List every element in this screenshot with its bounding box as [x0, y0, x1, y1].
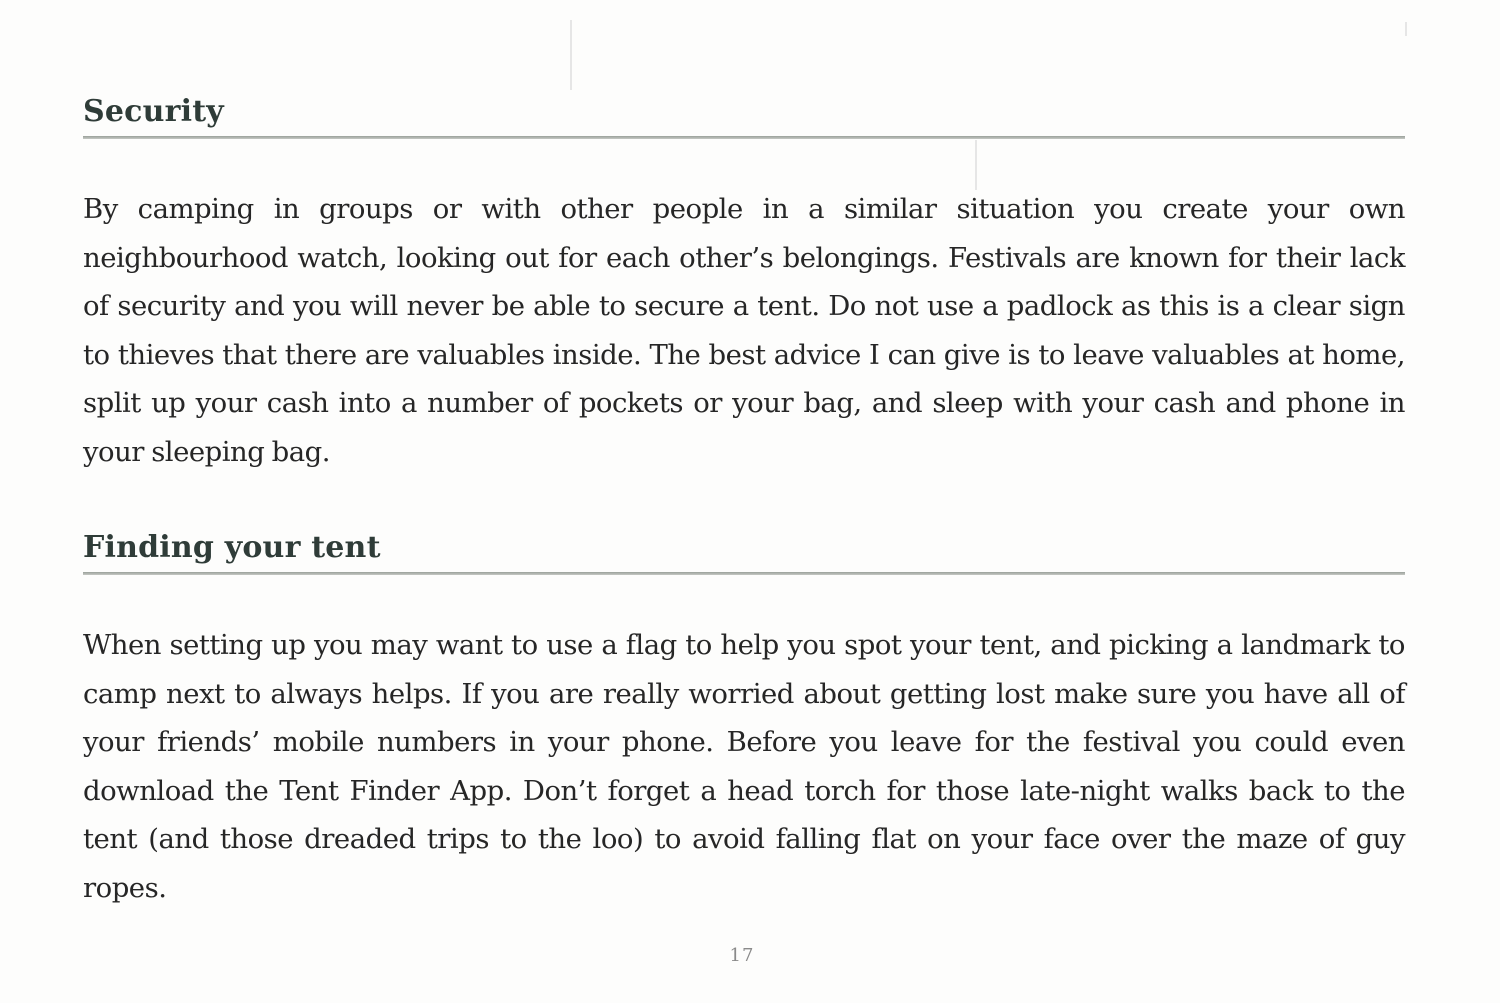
page-number: 17 — [729, 945, 755, 966]
heading-rule — [83, 572, 1405, 575]
section-heading: Finding your tent — [83, 530, 381, 565]
section-body: When setting up you may want to use a flag to help you spot your tent, and picking a landmark to camp next to always helps. If you are really worried about getting lost make sure you have all of your friends’ mobile numbers in your phone. Before you leave for the festival you could even download the Tent Finder App. Don’t forget a head torch for those late-night walks back to the tent (and those dreaded trips to the loo) to avoid falling flat on your face over the maze of guy ropes. — [83, 629, 1405, 904]
section-heading: Security — [83, 94, 224, 129]
section-finding-your-tent — [83, 526, 1405, 913]
scan-artifact — [1405, 22, 1407, 36]
scan-artifact — [570, 20, 572, 90]
section-security — [83, 90, 1405, 477]
section-body: By camping in groups or with other people in a similar situation you create your own neighbourhood watch, looking out for each other’s belongings. Festivals are known for their lack of security and you will never be able to secure a tent. Do not use a padlock as this is a clear sign to thieves that there are valuables inside. The best advice I can give is to leave valuables at home, split up your cash into a number of pockets or your bag, and sleep with your cash and phone in your sleeping bag. — [83, 193, 1405, 468]
heading-rule — [83, 136, 1405, 139]
